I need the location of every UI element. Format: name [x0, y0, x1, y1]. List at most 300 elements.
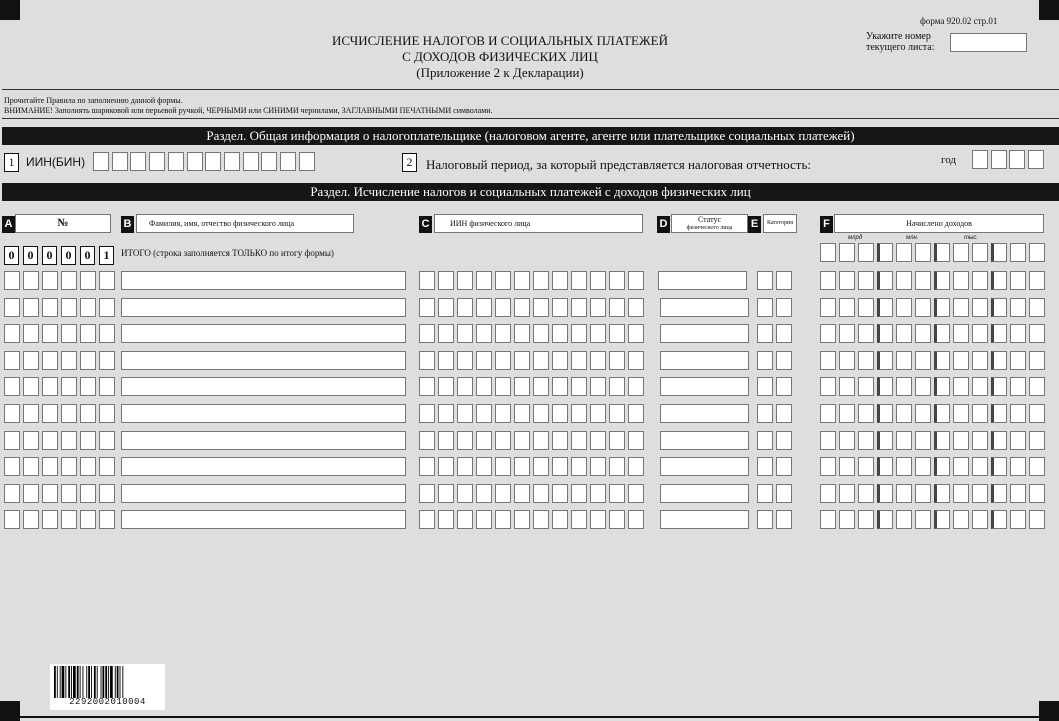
income-cell[interactable] — [877, 404, 893, 423]
full-name-field[interactable] — [121, 298, 406, 317]
iin-cell[interactable] — [495, 377, 511, 396]
iin-bin-cell[interactable] — [280, 152, 296, 171]
row-number-cell[interactable] — [80, 351, 96, 370]
income-cell[interactable] — [972, 271, 988, 290]
iin-cell[interactable] — [571, 271, 587, 290]
row-number-cell[interactable] — [80, 484, 96, 503]
income-cell[interactable] — [877, 377, 893, 396]
row-number-cell[interactable] — [61, 298, 77, 317]
income-cell[interactable] — [896, 377, 912, 396]
income-cell[interactable] — [820, 351, 836, 370]
iin-cell[interactable] — [552, 271, 568, 290]
row-number-cell[interactable] — [42, 298, 58, 317]
income-cell[interactable] — [915, 404, 931, 423]
iin-cell[interactable] — [438, 271, 454, 290]
iin-cell[interactable] — [419, 298, 435, 317]
iin-cell[interactable] — [476, 431, 492, 450]
row-number-cell[interactable] — [61, 324, 77, 343]
category-cell[interactable] — [776, 351, 792, 370]
iin-cell[interactable] — [495, 351, 511, 370]
income-cell[interactable] — [991, 484, 1007, 503]
iin-cell[interactable] — [628, 457, 644, 476]
iin-cell[interactable] — [533, 431, 549, 450]
category-cell[interactable] — [776, 457, 792, 476]
income-cell[interactable] — [915, 484, 931, 503]
income-cell[interactable] — [991, 510, 1007, 529]
row-number-cell[interactable] — [42, 457, 58, 476]
category-cell[interactable] — [757, 404, 773, 423]
row-number-cell[interactable] — [42, 484, 58, 503]
status-field[interactable] — [660, 298, 749, 317]
iin-cell[interactable] — [514, 324, 530, 343]
income-cell[interactable] — [839, 351, 855, 370]
iin-cell[interactable] — [628, 431, 644, 450]
iin-bin-cell[interactable] — [224, 152, 240, 171]
status-field[interactable] — [660, 510, 749, 529]
iin-cell[interactable] — [533, 351, 549, 370]
year-cell[interactable] — [1009, 150, 1025, 169]
full-name-field[interactable] — [121, 457, 406, 476]
iin-cell[interactable] — [438, 377, 454, 396]
income-cell[interactable] — [839, 324, 855, 343]
iin-cell[interactable] — [590, 271, 606, 290]
iin-cell[interactable] — [476, 404, 492, 423]
iin-cell[interactable] — [571, 324, 587, 343]
income-cell[interactable] — [877, 324, 893, 343]
iin-cell[interactable] — [590, 431, 606, 450]
income-cell[interactable] — [1010, 510, 1026, 529]
iin-cell[interactable] — [628, 510, 644, 529]
income-cell[interactable] — [896, 271, 912, 290]
income-cell[interactable] — [820, 377, 836, 396]
income-cell[interactable] — [839, 484, 855, 503]
category-cell[interactable] — [776, 431, 792, 450]
row-number-cell[interactable] — [42, 351, 58, 370]
income-cell[interactable] — [858, 324, 874, 343]
income-cell[interactable] — [896, 431, 912, 450]
row-number-cell[interactable] — [61, 351, 77, 370]
row-number-cell[interactable] — [99, 484, 115, 503]
row-number-cell[interactable] — [61, 510, 77, 529]
row-number-cell[interactable] — [23, 484, 39, 503]
iin-cell[interactable] — [514, 484, 530, 503]
iin-cell[interactable] — [438, 324, 454, 343]
iin-bin-cell[interactable] — [261, 152, 277, 171]
income-cell[interactable] — [1010, 377, 1026, 396]
income-cell[interactable] — [820, 457, 836, 476]
income-cell[interactable] — [877, 431, 893, 450]
row-number-cell[interactable] — [42, 271, 58, 290]
iin-cell[interactable] — [419, 324, 435, 343]
iin-cell[interactable] — [590, 404, 606, 423]
income-cell[interactable] — [858, 484, 874, 503]
row-number-cell[interactable] — [4, 431, 20, 450]
iin-cell[interactable] — [495, 484, 511, 503]
row-number-cell[interactable] — [42, 324, 58, 343]
iin-cell[interactable] — [609, 510, 625, 529]
year-cell[interactable] — [991, 150, 1007, 169]
iin-bin-cell[interactable] — [112, 152, 128, 171]
row-number-cell[interactable] — [61, 377, 77, 396]
income-cell[interactable] — [858, 404, 874, 423]
row-number-cell[interactable] — [23, 404, 39, 423]
income-cell[interactable] — [820, 484, 836, 503]
iin-cell[interactable] — [571, 377, 587, 396]
iin-cell[interactable] — [495, 298, 511, 317]
income-cell[interactable] — [858, 510, 874, 529]
income-cell[interactable] — [934, 377, 950, 396]
income-cell[interactable] — [877, 271, 893, 290]
iin-cell[interactable] — [590, 377, 606, 396]
iin-cell[interactable] — [552, 431, 568, 450]
income-cell[interactable] — [1029, 431, 1045, 450]
income-cell[interactable] — [953, 324, 969, 343]
income-cell[interactable] — [1010, 404, 1026, 423]
income-cell[interactable] — [858, 243, 874, 262]
iin-cell[interactable] — [495, 404, 511, 423]
iin-cell[interactable] — [552, 484, 568, 503]
income-cell[interactable] — [953, 298, 969, 317]
income-cell[interactable] — [1010, 431, 1026, 450]
iin-cell[interactable] — [609, 484, 625, 503]
sheet-number-field[interactable] — [950, 33, 1027, 52]
iin-cell[interactable] — [609, 271, 625, 290]
iin-bin-cell[interactable] — [149, 152, 165, 171]
income-cell[interactable] — [839, 377, 855, 396]
iin-cell[interactable] — [476, 510, 492, 529]
income-cell[interactable] — [991, 377, 1007, 396]
full-name-field[interactable] — [121, 431, 406, 450]
category-cell[interactable] — [776, 298, 792, 317]
full-name-field[interactable] — [121, 484, 406, 503]
full-name-field[interactable] — [121, 377, 406, 396]
iin-cell[interactable] — [438, 484, 454, 503]
income-cell[interactable] — [934, 510, 950, 529]
income-cell[interactable] — [858, 431, 874, 450]
income-cell[interactable] — [839, 431, 855, 450]
iin-cell[interactable] — [609, 431, 625, 450]
iin-cell[interactable] — [476, 377, 492, 396]
income-cell[interactable] — [953, 404, 969, 423]
iin-cell[interactable] — [552, 457, 568, 476]
iin-cell[interactable] — [514, 457, 530, 476]
row-number-cell[interactable] — [61, 484, 77, 503]
iin-cell[interactable] — [438, 298, 454, 317]
status-field[interactable] — [660, 457, 749, 476]
iin-cell[interactable] — [628, 298, 644, 317]
income-cell[interactable] — [972, 431, 988, 450]
income-cell[interactable] — [896, 484, 912, 503]
iin-cell[interactable] — [533, 324, 549, 343]
iin-cell[interactable] — [571, 404, 587, 423]
iin-cell[interactable] — [628, 271, 644, 290]
category-cell[interactable] — [757, 431, 773, 450]
income-cell[interactable] — [1029, 377, 1045, 396]
income-cell[interactable] — [915, 271, 931, 290]
iin-cell[interactable] — [571, 484, 587, 503]
iin-cell[interactable] — [419, 271, 435, 290]
income-cell[interactable] — [1029, 457, 1045, 476]
iin-cell[interactable] — [590, 484, 606, 503]
category-cell[interactable] — [776, 484, 792, 503]
status-field[interactable] — [660, 431, 749, 450]
row-number-cell[interactable] — [4, 510, 20, 529]
iin-cell[interactable] — [514, 431, 530, 450]
income-cell[interactable] — [858, 298, 874, 317]
iin-cell[interactable] — [495, 324, 511, 343]
income-cell[interactable] — [896, 324, 912, 343]
iin-cell[interactable] — [628, 351, 644, 370]
iin-cell[interactable] — [533, 404, 549, 423]
iin-cell[interactable] — [590, 324, 606, 343]
iin-cell[interactable] — [552, 404, 568, 423]
iin-cell[interactable] — [457, 457, 473, 476]
row-number-cell[interactable] — [61, 431, 77, 450]
income-cell[interactable] — [934, 457, 950, 476]
income-cell[interactable] — [877, 457, 893, 476]
row-number-cell[interactable] — [99, 457, 115, 476]
income-cell[interactable] — [820, 243, 836, 262]
row-number-cell[interactable] — [23, 298, 39, 317]
income-cell[interactable] — [953, 457, 969, 476]
income-cell[interactable] — [839, 298, 855, 317]
income-cell[interactable] — [877, 243, 893, 262]
income-cell[interactable] — [934, 271, 950, 290]
iin-cell[interactable] — [438, 404, 454, 423]
iin-cell[interactable] — [609, 298, 625, 317]
category-cell[interactable] — [757, 377, 773, 396]
income-cell[interactable] — [896, 404, 912, 423]
income-cell[interactable] — [915, 377, 931, 396]
iin-cell[interactable] — [476, 457, 492, 476]
iin-cell[interactable] — [495, 271, 511, 290]
income-cell[interactable] — [896, 298, 912, 317]
status-field[interactable] — [660, 351, 749, 370]
income-cell[interactable] — [991, 243, 1007, 262]
iin-cell[interactable] — [552, 510, 568, 529]
iin-cell[interactable] — [476, 324, 492, 343]
full-name-field[interactable] — [121, 404, 406, 423]
iin-bin-cell[interactable] — [205, 152, 221, 171]
category-cell[interactable] — [757, 324, 773, 343]
iin-cell[interactable] — [552, 351, 568, 370]
income-cell[interactable] — [1010, 351, 1026, 370]
income-cell[interactable] — [915, 431, 931, 450]
income-cell[interactable] — [972, 324, 988, 343]
income-cell[interactable] — [953, 351, 969, 370]
iin-cell[interactable] — [514, 377, 530, 396]
iin-cell[interactable] — [419, 404, 435, 423]
iin-cell[interactable] — [590, 351, 606, 370]
row-number-cell[interactable] — [61, 271, 77, 290]
iin-cell[interactable] — [476, 271, 492, 290]
iin-cell[interactable] — [571, 457, 587, 476]
income-cell[interactable] — [1029, 351, 1045, 370]
income-cell[interactable] — [858, 377, 874, 396]
iin-cell[interactable] — [419, 484, 435, 503]
income-cell[interactable] — [1010, 324, 1026, 343]
status-field[interactable] — [660, 484, 749, 503]
iin-bin-cell[interactable] — [168, 152, 184, 171]
income-cell[interactable] — [1029, 271, 1045, 290]
income-cell[interactable] — [972, 298, 988, 317]
category-cell[interactable] — [776, 510, 792, 529]
row-number-cell[interactable] — [23, 351, 39, 370]
iin-cell[interactable] — [609, 351, 625, 370]
income-cell[interactable] — [991, 431, 1007, 450]
category-cell[interactable] — [757, 271, 773, 290]
income-cell[interactable] — [820, 431, 836, 450]
row-number-cell[interactable] — [4, 351, 20, 370]
status-field[interactable] — [658, 271, 747, 290]
income-cell[interactable] — [877, 298, 893, 317]
income-cell[interactable] — [991, 404, 1007, 423]
income-cell[interactable] — [953, 243, 969, 262]
row-number-cell[interactable] — [42, 404, 58, 423]
iin-cell[interactable] — [419, 510, 435, 529]
income-cell[interactable] — [896, 457, 912, 476]
iin-cell[interactable] — [533, 510, 549, 529]
income-cell[interactable] — [934, 351, 950, 370]
iin-cell[interactable] — [419, 431, 435, 450]
category-cell[interactable] — [757, 457, 773, 476]
iin-cell[interactable] — [457, 324, 473, 343]
iin-cell[interactable] — [590, 298, 606, 317]
full-name-field[interactable] — [121, 510, 406, 529]
income-cell[interactable] — [839, 457, 855, 476]
income-cell[interactable] — [991, 298, 1007, 317]
income-cell[interactable] — [820, 298, 836, 317]
iin-bin-cell[interactable] — [187, 152, 203, 171]
income-cell[interactable] — [915, 324, 931, 343]
income-cell[interactable] — [934, 298, 950, 317]
row-number-cell[interactable] — [99, 404, 115, 423]
iin-cell[interactable] — [571, 351, 587, 370]
income-cell[interactable] — [972, 484, 988, 503]
iin-cell[interactable] — [628, 484, 644, 503]
iin-cell[interactable] — [590, 457, 606, 476]
iin-cell[interactable] — [533, 484, 549, 503]
row-number-cell[interactable] — [99, 351, 115, 370]
iin-cell[interactable] — [533, 377, 549, 396]
income-cell[interactable] — [1029, 404, 1045, 423]
income-cell[interactable] — [1029, 324, 1045, 343]
iin-cell[interactable] — [438, 510, 454, 529]
year-cell[interactable] — [972, 150, 988, 169]
row-number-cell[interactable] — [99, 324, 115, 343]
income-cell[interactable] — [1029, 243, 1045, 262]
row-number-cell[interactable] — [4, 457, 20, 476]
income-cell[interactable] — [991, 271, 1007, 290]
iin-cell[interactable] — [457, 298, 473, 317]
row-number-cell[interactable] — [80, 457, 96, 476]
income-cell[interactable] — [991, 324, 1007, 343]
income-cell[interactable] — [934, 484, 950, 503]
income-cell[interactable] — [1010, 298, 1026, 317]
category-cell[interactable] — [776, 377, 792, 396]
iin-cell[interactable] — [438, 351, 454, 370]
income-cell[interactable] — [934, 404, 950, 423]
income-cell[interactable] — [1010, 243, 1026, 262]
iin-cell[interactable] — [457, 377, 473, 396]
income-cell[interactable] — [934, 324, 950, 343]
income-cell[interactable] — [953, 510, 969, 529]
income-cell[interactable] — [972, 457, 988, 476]
category-cell[interactable] — [776, 324, 792, 343]
row-number-cell[interactable] — [4, 404, 20, 423]
row-number-cell[interactable] — [80, 510, 96, 529]
income-cell[interactable] — [820, 404, 836, 423]
iin-bin-cell[interactable] — [243, 152, 259, 171]
full-name-field[interactable] — [121, 351, 406, 370]
category-cell[interactable] — [757, 510, 773, 529]
row-number-cell[interactable] — [99, 271, 115, 290]
income-cell[interactable] — [820, 510, 836, 529]
full-name-field[interactable] — [121, 271, 406, 290]
income-cell[interactable] — [896, 243, 912, 262]
iin-cell[interactable] — [457, 271, 473, 290]
iin-cell[interactable] — [457, 484, 473, 503]
income-cell[interactable] — [858, 271, 874, 290]
iin-cell[interactable] — [514, 351, 530, 370]
row-number-cell[interactable] — [42, 377, 58, 396]
row-number-cell[interactable] — [23, 510, 39, 529]
full-name-field[interactable] — [121, 324, 406, 343]
iin-cell[interactable] — [514, 271, 530, 290]
row-number-cell[interactable] — [42, 431, 58, 450]
row-number-cell[interactable] — [61, 404, 77, 423]
status-field[interactable] — [660, 324, 749, 343]
income-cell[interactable] — [953, 431, 969, 450]
iin-cell[interactable] — [476, 298, 492, 317]
income-cell[interactable] — [839, 404, 855, 423]
iin-cell[interactable] — [514, 298, 530, 317]
iin-cell[interactable] — [457, 404, 473, 423]
iin-cell[interactable] — [571, 510, 587, 529]
income-cell[interactable] — [972, 243, 988, 262]
row-number-cell[interactable] — [99, 431, 115, 450]
income-cell[interactable] — [915, 457, 931, 476]
income-cell[interactable] — [820, 324, 836, 343]
income-cell[interactable] — [915, 298, 931, 317]
iin-cell[interactable] — [438, 457, 454, 476]
iin-cell[interactable] — [609, 324, 625, 343]
row-number-cell[interactable] — [23, 377, 39, 396]
iin-cell[interactable] — [476, 351, 492, 370]
income-cell[interactable] — [1029, 484, 1045, 503]
iin-bin-cell[interactable] — [130, 152, 146, 171]
income-cell[interactable] — [877, 510, 893, 529]
income-cell[interactable] — [839, 271, 855, 290]
income-cell[interactable] — [953, 377, 969, 396]
iin-cell[interactable] — [457, 431, 473, 450]
iin-cell[interactable] — [552, 377, 568, 396]
income-cell[interactable] — [915, 351, 931, 370]
row-number-cell[interactable] — [99, 510, 115, 529]
row-number-cell[interactable] — [80, 298, 96, 317]
row-number-cell[interactable] — [4, 271, 20, 290]
iin-cell[interactable] — [495, 457, 511, 476]
iin-cell[interactable] — [552, 298, 568, 317]
iin-cell[interactable] — [476, 484, 492, 503]
income-cell[interactable] — [1010, 457, 1026, 476]
income-cell[interactable] — [915, 510, 931, 529]
iin-cell[interactable] — [571, 298, 587, 317]
row-number-cell[interactable] — [80, 431, 96, 450]
income-cell[interactable] — [915, 243, 931, 262]
income-cell[interactable] — [858, 351, 874, 370]
row-number-cell[interactable] — [23, 457, 39, 476]
